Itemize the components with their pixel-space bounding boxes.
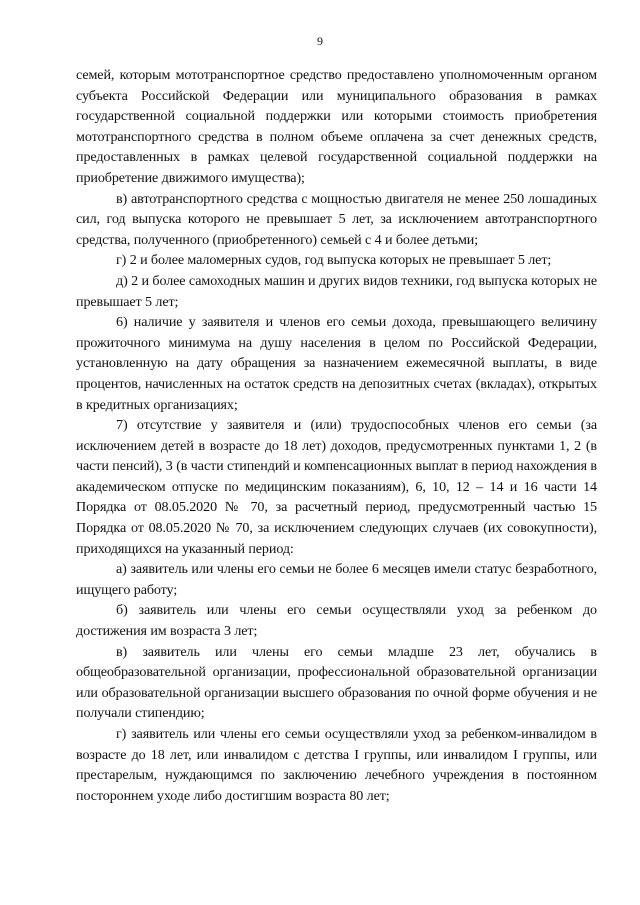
paragraph-item-6: 6) наличие у заявителя и членов его семьи дохода, превышающего величину прожиточного минимума на душу населения в целом по Российской Федерации, установленную на дату обращения за назначением ежемесячной выплаты, в виде процентов, начисленных на остаток средств на депозитных счетах (вкладах), открытых в кредитных организациях;: [76, 314, 597, 413]
paragraph-continuation: семей, которым мототранспортное средство предоставлено уполномоченным органом субъекта Российской Федерации или муниципального образования в рамках государственной социальной поддержки или которыми стоимость приобретения мототранспортного средства в полном объеме оплачена за счет денежных средств, предоставленных в рамках целевой государственной социальной поддержки на приобретение движимого имущества);: [76, 67, 597, 186]
page-number: 9: [317, 34, 323, 48]
paragraph-item-v: в) автотранспортного средства с мощностью двигателя не менее 250 лошадиных сил, год выпуска которого не превышает 5 лет, за исключением автотранспортного средства, полученного (приобретенного) семьей с 4 и более детьми;: [76, 190, 597, 248]
paragraph-subitem-g: г) заявитель или члены его семьи осуществляли уход за ребенком-инвалидом в возрасте до 18 лет, или инвалидом с детства I группы, или инвалидом I группы, или престарелым, нуждающимся по заключению лечебного учреждения в постоянном постороннем уходе либо достигшим возраста 80 лет;: [76, 726, 597, 804]
paragraph-subitem-a: а) заявитель или члены его семьи не более 6 месяцев имели статус безработного, ищущего работу;: [76, 561, 597, 598]
paragraph-subitem-b: б) заявитель или члены его семьи осуществляли уход за ребенком до достижения им возраста 3 лет;: [76, 602, 597, 640]
paragraph-item-g: г) 2 и более маломерных судов, год выпуска которых не превышает 5 лет;: [116, 252, 552, 269]
document-body: [76, 65, 597, 806]
paragraph-item-7: 7) отсутствие у заявителя и (или) трудоспособных членов его семьи (за исключением детей в возрасте до 18 лет) доходов, предусмотренных пунктами 1, 2 (в части пенсий), 3 (в части стипендий и компенсационных выплат в период нахождения в академическом отпуске по медицинским показаниям), 6, 10, 12 – 14 и 16 части 14 Порядка от 08.05.2020 № 70, за расчетный период, предусмотренный частью 15 Порядка от 08.05.2020 № 70, за исключением следующих случаев (их совокупности), приходящихся на указанный период:: [76, 417, 597, 557]
paragraph-subitem-v: в) заявитель или члены его семьи младше 23 лет, обучались в общеобразовательной организации, профессиональной образовательной организации или образовательной организации высшего образования по очной форме обучения и не получали стипендию;: [76, 643, 597, 722]
paragraph-item-d: д) 2 и более самоходных машин и других видов техники, год выпуска которых не превышает 5 лет;: [76, 272, 597, 310]
